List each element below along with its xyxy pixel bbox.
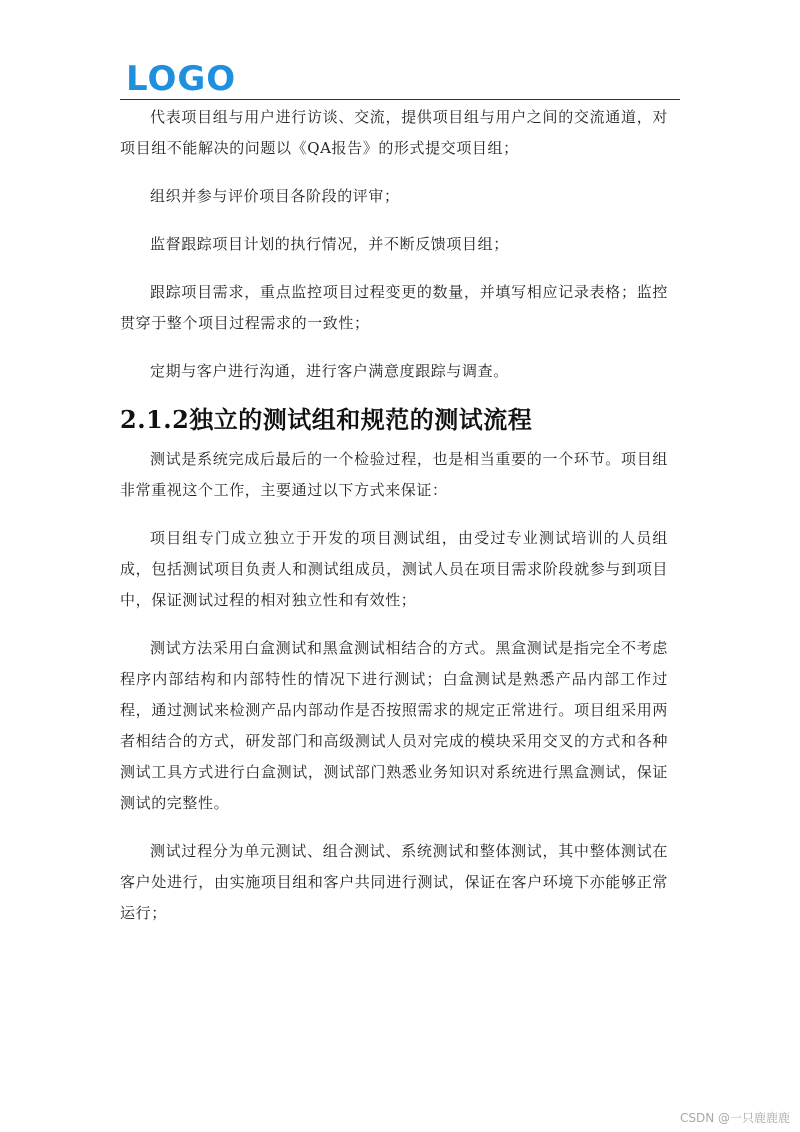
document-body (120, 102, 668, 946)
paragraph: 代表项目组与用户进行访谈、交流，提供项目组与用户之间的交流通道，对项目组不能解决的问题以《QA报告》的形式提交项目组； (120, 108, 668, 157)
paragraph: 跟踪项目需求，重点监控项目过程变更的数量，并填写相应记录表格；监控贯穿于整个项目过程需求的一致性； (120, 283, 668, 332)
watermark: CSDN @一只鹿鹿鹿 (679, 1111, 790, 1125)
paragraph: 测试是系统完成后最后的一个检验过程，也是相当重要的一个环节。项目组非常重视这个工作，主要通过以下方式来保证： (120, 450, 668, 499)
paragraph: 项目组专门成立独立于开发的项目测试组，由受过专业测试培训的人员组成，包括测试项目负责人和测试组成员，测试人员在项目需求阶段就参与到项目中，保证测试过程的相对独立性和有效性； (120, 529, 668, 609)
page-header (120, 60, 680, 100)
logo: LOGO (126, 59, 237, 99)
header-divider (120, 99, 680, 100)
paragraph: 组织并参与评价项目各阶段的评审； (150, 187, 400, 205)
paragraph: 测试过程分为单元测试、组合测试、系统测试和整体测试，其中整体测试在客户处进行，由实施项目组和客户共同进行测试，保证在客户环境下亦能够正常运行； (120, 842, 668, 922)
paragraph: 测试方法采用白盒测试和黑盒测试相结合的方式。黑盒测试是指完全不考虑程序内部结构和内部特性的情况下进行测试；白盒测试是熟悉产品内部工作过程，通过测试来检测产品内部动作是否按照需求的规定正常进行。项目组采用两者相结合的方式，研发部门和高级测试人员对完成的模块采用交叉的方式和各种测试工具方式进行白盒测试，测试部门熟悉业务知识对系统进行黑盒测试，保证测试的完整性。 (120, 639, 668, 812)
paragraph: 定期与客户进行沟通，进行客户满意度跟踪与调查。 (150, 362, 509, 380)
section-heading: 2.1.2独立的测试组和规范的测试流程 (120, 405, 533, 434)
paragraph: 监督跟踪项目计划的执行情况，并不断反馈项目组； (150, 235, 509, 253)
